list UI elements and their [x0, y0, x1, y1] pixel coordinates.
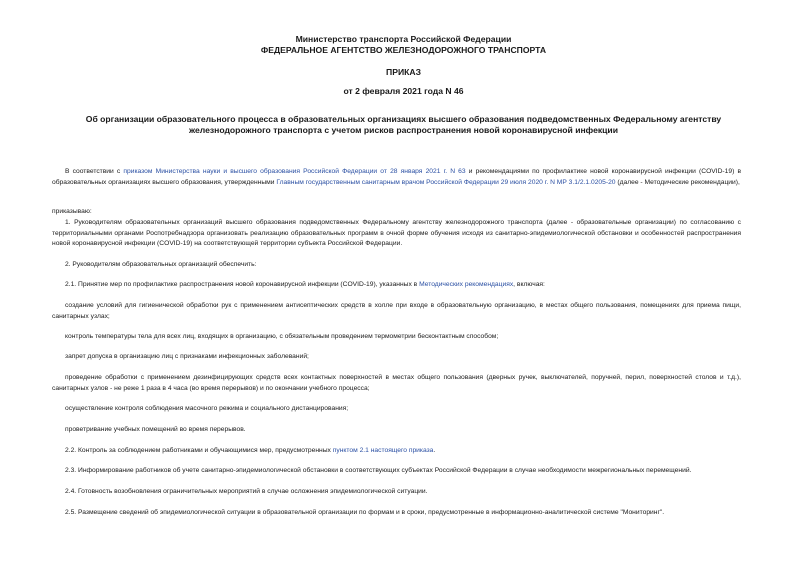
- preamble-paragraph: [52, 167, 741, 188]
- measure-item: осуществление контроля соблюдения масочного режима и социального дистанцирования;: [65, 405, 349, 412]
- ministry-name: Министерство транспорта Российской Федерации: [295, 34, 512, 44]
- paragraph-2-1: [52, 280, 741, 291]
- link-sanitary-doctor[interactable]: Главным государственным санитарным врачом Российской Федерации 29 июля 2020 г. N МР 3.1/2.1.0205-20: [276, 178, 616, 186]
- measure-item: проветривание учебных помещений во время перерывов.: [65, 426, 246, 433]
- document-type: ПРИКАЗ: [386, 67, 421, 77]
- order-word: приказываю:: [52, 208, 92, 215]
- measure-item: проведение обработки с применением дезинфицирующих средств всех контактных поверхностей в местах общего пользования (дверных ручек, выключателей, поручней, перил, поверхностей столов и т.д.), санитарных узлов - не реже 1 раза в 4 часа (во время перерывов) и по окончании учебного процесса;: [52, 374, 741, 392]
- paragraph-2: 2. Руководителям образовательных организаций обеспечить:: [65, 261, 257, 268]
- preamble-text: В соответствии с: [65, 168, 124, 175]
- agency-name: ФЕДЕРАЛЬНОЕ АГЕНТСТВО ЖЕЛЕЗНОДОРОЖНОГО ТРАНСПОРТА: [260, 45, 547, 55]
- measure-item: контроль температуры тела для всех лиц, входящих в организацию, с обязательным проведением термометрии бесконтактным способом;: [65, 333, 499, 340]
- paragraph-2-2: [52, 446, 741, 457]
- link-method-recommendations[interactable]: Методических рекомендациях: [419, 281, 514, 288]
- document-date-number: от 2 февраля 2021 года N 46: [343, 86, 464, 96]
- paragraph-2-5: 2.5. Размещение сведений об эпидемиологической ситуации в образовательной организации по формам и в сроки, предусмотренные в информационно-аналитической системе "Мониторинг".: [65, 509, 665, 516]
- preamble-text: (далее - Методические рекомендации),: [615, 178, 740, 186]
- link-clause-2-1[interactable]: пунктом 2.1 настоящего приказа: [332, 447, 434, 454]
- paragraph-text: , включая:: [513, 281, 545, 288]
- preamble-text: и рекомендациями по профилактике новой коронавирусной инфекции (COVID-19) в образовательных организациях высшего образования, утвержденными: [52, 168, 742, 186]
- measure-item: создание условий для гигиенической обработки рук с применением антисептических средств в холле при входе в образовательную организацию, в местах общего пользования, помещениях для приема пищи, санитарных узлах;: [52, 302, 741, 320]
- document-title: Об организации образовательного процесса в образовательных организациях высшего образования подведомственных Федеральному агентству железнодорожного транспорта с учетом рисков распространения новой коронавирусной инфекции: [85, 114, 722, 135]
- paragraph-2-4: 2.4. Готовность возобновления ограничительных мероприятий в случае осложнения эпидемиологической ситуации.: [65, 488, 428, 495]
- paragraph-text: 2.2. Контроль за соблюдением работниками и обучающимися мер, предусмотренных: [65, 447, 333, 454]
- paragraph-1: 1. Руководителям образовательных организаций высшего образования подведомственных Федеральному агентству железнодорожного транспорта (далее - образовательные организации) по согласованию с территориальными органами Роспотребнадзора организовать реализацию образовательных программ в очной форме обучения исходя из санитарно-эпидемиологической обстановки и особенностей распространения новой коронавирусной инфекции (COVID-19) на соответствующей территории субъекта Российской Федерации.: [52, 219, 741, 247]
- paragraph-text: .: [433, 447, 436, 454]
- paragraph-text: 2.1. Принятие мер по профилактике распространения новой коронавирусной инфекции (COVID-19), указанных в: [65, 281, 420, 288]
- paragraph-2-3: 2.3. Информирование работников об учете санитарно-эпидемиологической обстановки в соответствующих субъектах Российской Федерации в случае необходимости межрегиональных перемещений.: [65, 467, 692, 474]
- link-order-63[interactable]: приказом Министерства науки и высшего образования Российской Федерации от 28 января 2021 г. N 63: [123, 168, 466, 175]
- measure-item: запрет допуска в организацию лиц с признаками инфекционных заболеваний;: [65, 353, 309, 360]
